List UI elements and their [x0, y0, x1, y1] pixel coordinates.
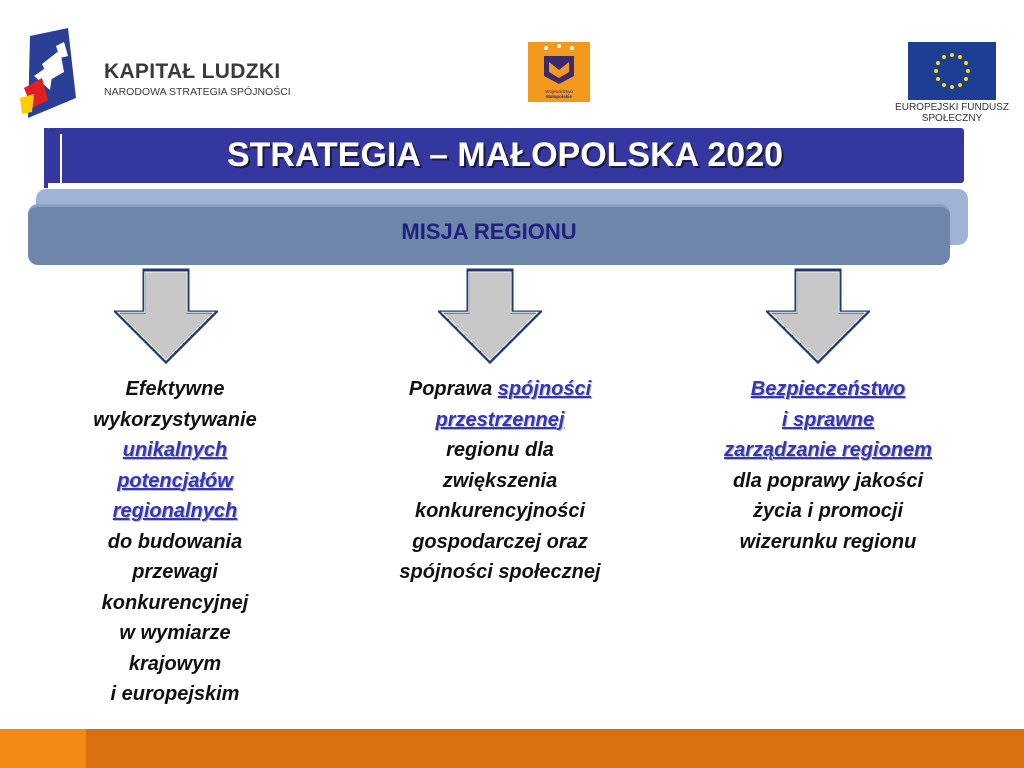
column-line: Efektywne [125, 378, 225, 400]
column-line-highlight: spójności [497, 378, 592, 400]
kapital-ludzki-subtitle: NARODOWA STRATEGIA SPÓJNOŚCI [104, 86, 291, 98]
column-line-prefix: Poprawa [408, 378, 498, 400]
column-line-highlight: przestrzennej [435, 408, 565, 431]
column-line: dla poprawy jakości [732, 469, 924, 492]
column-line-highlight: potencjałów [117, 469, 233, 492]
column-line-highlight: Bezpieczeństwo [750, 378, 906, 400]
mission-column-2 [360, 374, 640, 588]
column-line: gospodarczej oraz [412, 530, 588, 553]
column-line: przewagi [132, 561, 218, 583]
malopolska-logo-line1: Województwo [545, 89, 573, 94]
column-line: i europejskim [110, 683, 240, 705]
mission-heading: MISJA REGIONU [401, 219, 577, 244]
eu-fund-line2: SPOŁECZNY [921, 113, 983, 124]
footer-bar-accent [0, 729, 86, 768]
column-line: w wymiarze [119, 622, 231, 644]
column-line [360, 374, 640, 405]
down-arrow-icon [766, 268, 870, 364]
eu-fund-line1: EUROPEJSKI FUNDUSZ [895, 102, 1009, 113]
eu-fund-label [887, 102, 1017, 124]
down-arrow-icon [114, 268, 218, 364]
malopolska-logo [528, 42, 590, 102]
mission-column-3 [672, 374, 984, 557]
footer-bar [0, 729, 1024, 768]
malopolska-crest-icon [528, 42, 590, 88]
down-arrow-icon [438, 268, 542, 364]
column-line-highlight: zarządzanie regionem [724, 439, 932, 461]
column-line: spójności społecznej [399, 561, 601, 583]
column-line: życia i promocji [752, 500, 904, 522]
column-line: wizerunku regionu [739, 530, 917, 553]
column-line: konkurencyjnej [101, 591, 249, 614]
column-line-highlight: regionalnych [112, 500, 238, 522]
kapital-ludzki-logo-icon [20, 28, 82, 120]
mission-column-1 [40, 374, 310, 710]
column-line: konkurencyjności [414, 500, 586, 522]
malopolska-logo-line2: Małopolskie [546, 94, 572, 99]
page-title: STRATEGIA – MAŁOPOLSKA 2020 [226, 136, 784, 174]
eu-flag-icon [908, 42, 996, 100]
column-line-highlight: i sprawne [781, 408, 875, 431]
column-line: regionu dla [446, 439, 554, 461]
column-line: krajowym [128, 652, 222, 675]
column-line: zwiększenia [442, 469, 558, 492]
column-line: wykorzystywanie [93, 408, 257, 431]
kapital-ludzki-title: KAPITAŁ LUDZKI [104, 60, 281, 83]
column-line: do budowania [107, 530, 243, 553]
column-line-highlight: unikalnych [122, 439, 228, 461]
